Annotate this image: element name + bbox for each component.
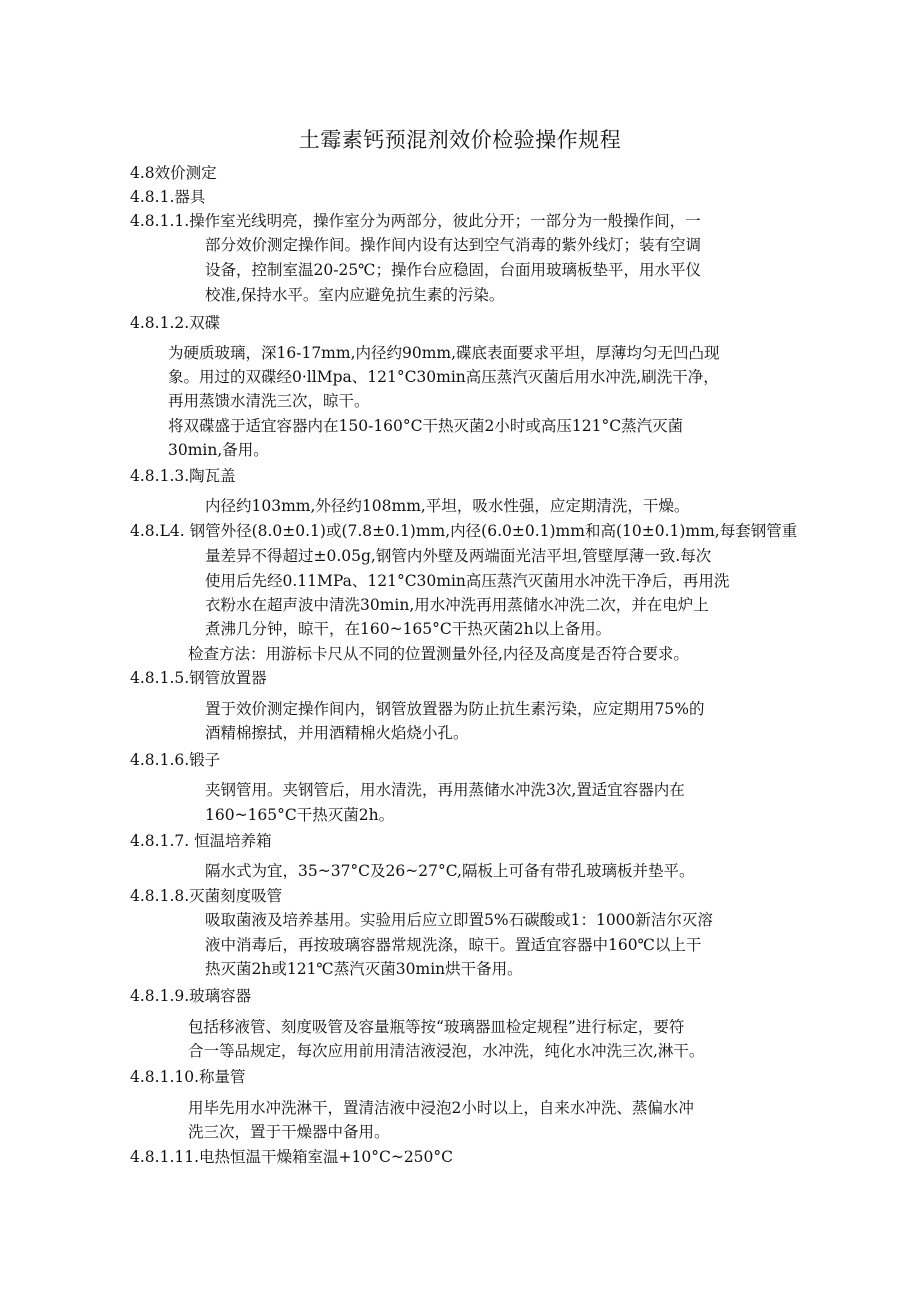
document-title: 土霉素钙预混剂效价检验操作规程 <box>298 128 622 152</box>
paragraph-line: 设备，控制室温20-25℃；操作台应稳固，台面用玻璃板垫平，用水平仪 <box>205 261 702 279</box>
paragraph-line: 吸取菌液及培养基用。实验用后应立即置5%石碳酸或1：1000新洁尔灭溶 <box>205 911 713 929</box>
subsection-heading: 4.8.1.器具 <box>130 188 206 206</box>
item-heading: 4.8.1.10.称量管 <box>130 1068 246 1086</box>
item-heading: 4.8.1.6.锻子 <box>130 751 221 769</box>
item-heading: 4.8.1.2.双碟 <box>130 314 221 332</box>
paragraph-line: 4.8.L4. 钢管外径(8.0±0.1)或(7.8±0.1)mm,内径(6.0±0.1)mm和高(10±0.1)mm,每套钢管重 <box>130 522 798 540</box>
paragraph-line: 用毕先用水冲洗淋干，置清洁液中浸泡2小时以上，自来水冲洗、蒸偏水冲 <box>188 1099 694 1117</box>
paragraph-line: 包括移液管、刻度吸管及容量瓶等按“玻璃器皿检定规程”进行标定，要符 <box>188 1018 685 1036</box>
item-heading: 4.8.1.5.钢管放置器 <box>130 669 267 687</box>
paragraph-line: 校准,保持水平。室内应避免抗生素的污染。 <box>205 286 505 304</box>
paragraph-line: 热灭菌2h或121℃蒸汽灭菌30min烘干备用。 <box>205 960 523 978</box>
paragraph-line: 4.8.1.1.操作室光线明亮，操作室分为两部分，彼此分开；一部分为一般操作间，一 <box>130 212 701 230</box>
section-heading: 4.8效价测定 <box>130 164 217 182</box>
paragraph-line: 160~165°C干热灭菌2h。 <box>205 806 395 824</box>
paragraph-line: 使用后先经0.11MPa、121°C30min高压蒸汽灭菌用水冲洗干净后，再用洗 <box>205 572 730 590</box>
paragraph-line: 检查方法：用游标卡尺从不同的位置测量外径,内径及高度是否符合要求。 <box>188 645 689 663</box>
paragraph-line: 30min,备用。 <box>168 441 269 459</box>
item-heading: 4.8.1.11.电热恒温干燥箱室温+10°C~250°C <box>130 1148 454 1166</box>
paragraph-line: 酒精棉擦拭，并用酒精棉火焰烧小孔。 <box>205 724 469 742</box>
paragraph-line: 夹钢管用。夹钢管后，用水清洗，再用蒸储水冲洗3次,置适宜容器内在 <box>205 781 685 799</box>
paragraph-line: 为硬质玻璃，深16-17mm,内径约90mm,碟底表面要求平坦，厚薄均匀无凹凸现 <box>168 344 720 362</box>
item-heading: 4.8.1.3.陶瓦盖 <box>130 467 236 485</box>
paragraph-line: 合一等品规定，每次应用前用清洁液浸泡，水冲洗，纯化水冲洗三次,淋干。 <box>188 1042 705 1060</box>
item-heading: 4.8.1.8.灭菌刻度吸管 <box>130 887 283 905</box>
paragraph-line: 煮沸几分钟，晾干，在160~165°C干热灭菌2h以上备用。 <box>205 620 612 638</box>
paragraph-line: 置于效价测定操作间内，钢管放置器为防止抗生素污染，应定期用75%的 <box>205 700 705 718</box>
paragraph-line: 再用蒸馈水清洗三次，晾干。 <box>168 392 370 410</box>
paragraph-line: 衣粉水在超声波中清洗30min,用水冲洗再用蒸储水冲洗二次，并在电炉上 <box>205 596 709 614</box>
item-heading: 4.8.1.7. 恒温培养箱 <box>130 832 272 850</box>
paragraph-line: 象。用过的双碟经0·llMpa、121°C30min高压蒸汽灭菌后用水冲洗,刷洗干净， <box>168 368 719 386</box>
paragraph-line: 液中消毒后，再按玻璃容器常规洗涤，晾干。置适宜容器中160℃以上干 <box>205 936 702 954</box>
paragraph-line: 量差异不得超过±0.05g,钢管内外壁及两端面光洁平坦,管壁厚薄一致.每次 <box>205 547 712 565</box>
paragraph-line: 部分效价测定操作间。操作间内设有达到空气消毒的紫外线灯；装有空调 <box>205 236 702 254</box>
paragraph-line: 洗三次，置于干燥器中备用。 <box>188 1123 390 1141</box>
paragraph-line: 隔水式为宜，35~37°C及26~27°C,隔板上可备有带孔玻璃板并垫平。 <box>205 862 695 880</box>
paragraph-line: 将双碟盛于适宜容器内在150-160°C干热灭菌2小时或高压121°C蒸汽灭菌 <box>168 417 684 435</box>
item-heading: 4.8.1.9.玻璃容器 <box>130 987 252 1005</box>
paragraph-line: 内径约103mm,外径约108mm,平坦，吸水性强，应定期清洗，干燥。 <box>205 497 690 515</box>
